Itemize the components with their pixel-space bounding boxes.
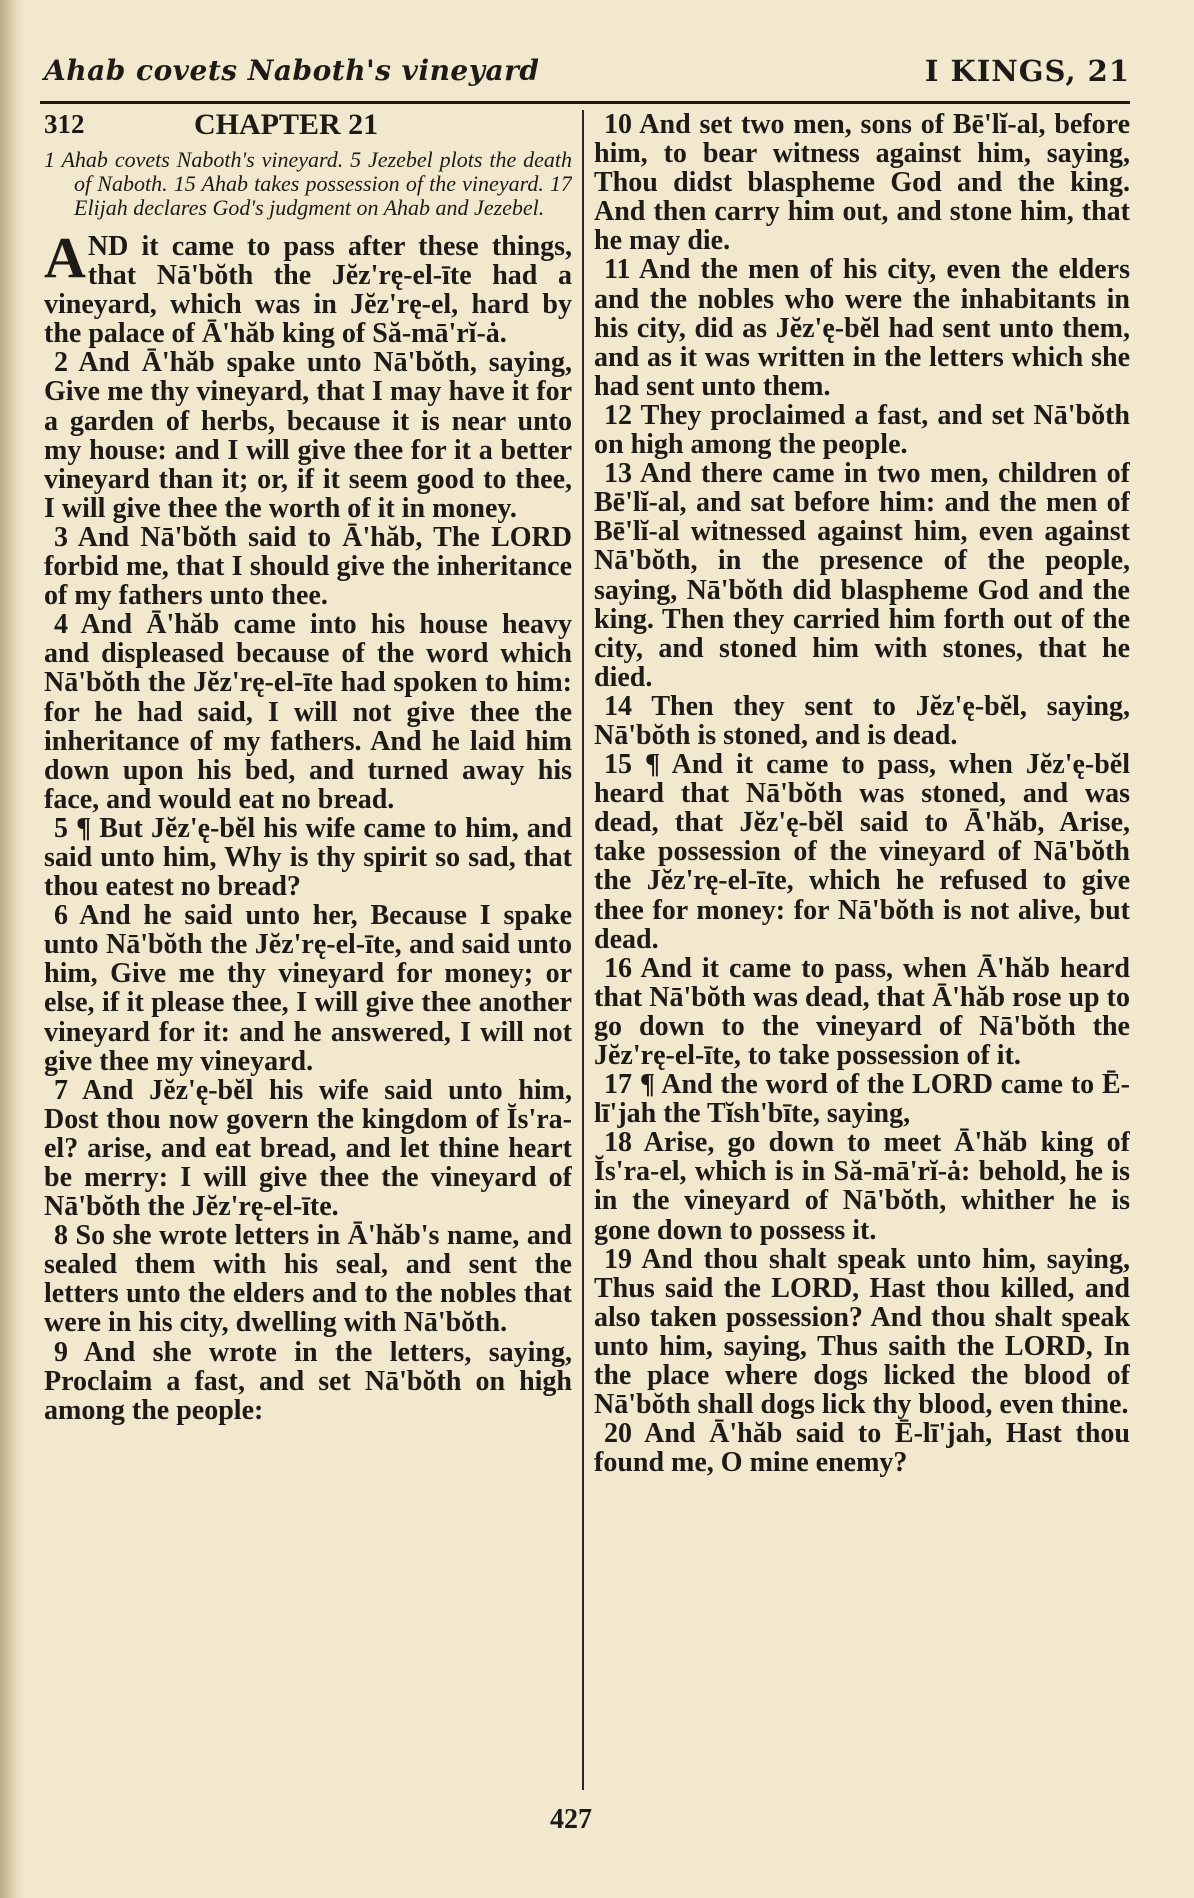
verse-8: 8 So she wrote letters in Ā'hăb's name, and sealed them with his seal, and sent the letters unto the elders and to the nobles that were in his city, dwelling with Nā'bŏth. [44, 1220, 572, 1339]
chapter-title: CHAPTER 21 [194, 110, 379, 141]
verse-17: 17 ¶ And the word of the LORD came to Ē-lī'jah the Tĭsh'bīte, saying, [594, 1069, 1130, 1130]
running-head [44, 54, 1130, 98]
verse-19: 19 And thou shalt speak unto him, saying, Thus said the LORD, Hast thou killed, and also taken possession? And thou shalt speak unto him, saying, Thus saith the LORD, In the place where dogs licked the blood of Nā'bŏth shall dogs lick thy blood, even thine. [594, 1243, 1130, 1421]
verse-20: 20 And Ā'hăb said to Ē-lī'jah, Hast thou found me, O mine enemy? [594, 1418, 1130, 1479]
verse-16: 16 And it came to pass, when Ā'hăb heard that Nā'bŏth was dead, that Ā'hăb rose up to go down to the vineyard of Nā'bŏth the Jĕz'rę-el-īte, to take possession of it. [594, 952, 1130, 1071]
header-rule [40, 101, 1130, 104]
chapter-heading [44, 110, 572, 144]
right-column [594, 110, 1130, 1790]
verse-9: 9 And she wrote in the letters, saying, Proclaim a fast, and set Nā'bŏth on high among the people: [44, 1336, 572, 1426]
running-head-left: Ahab covets Naboth's vineyard [44, 54, 540, 87]
verse-1 [44, 225, 572, 350]
verse-1-text: ND it came to pass after these things, that Nā'bŏth the Jĕz'rę-el-īte had a vineyard, which was in Jĕz'rę-el, hard by the palace of Ā'hăb king of Să-mā'rĭ-ȧ. [44, 231, 572, 350]
verse-15: 15 ¶ And it came to pass, when Jĕz'ę-bĕl heard that Nā'bŏth was stoned, and was dead, that Jĕz'ę-bĕl said to Ā'hăb, Arise, take possession of the vineyard of Nā'bŏth the Jĕz'rę-el-īte, which he refused to give thee for money: for Nā'bŏth is not alive, but dead. [594, 749, 1130, 955]
verse-4: 4 And Ā'hăb came into his house heavy and displeased because of the word which Nā'bŏth the Jĕz'rę-el-īte had spoken to him: for he had said, I will not give thee the inheritance of my fathers. And he laid him down upon his bed, and turned away his face, and would eat no bread. [44, 609, 572, 815]
left-column [44, 110, 572, 1790]
column-divider [582, 110, 584, 1790]
verse-18: 18 Arise, go down to meet Ā'hăb king of Ĭs'ra-el, which is in Să-mā'rĭ-ȧ: behold, he is in the vineyard of Nā'bŏth, whither he is gone down to possess it. [594, 1127, 1130, 1246]
verse-6: 6 And he said unto her, Because I spake unto Nā'bŏth the Jĕz'rę-el-īte, and said unto him, Give me thy vineyard for money; or else, if it please thee, I will give thee another vineyard for it: and he answered, I will not give thee my vineyard. [44, 900, 572, 1077]
verse-10: 10 And set two men, sons of Bē'lĭ-al, before him, to bear witness against him, saying, Thou didst blaspheme God and the king. And then carry him out, and stone him, that he may die. [594, 110, 1130, 257]
verse-14: 14 Then they sent to Jĕz'ę-bĕl, saying, Nā'bŏth is stoned, and is dead. [594, 690, 1130, 751]
chapter-summary: 1 Ahab covets Naboth's vineyard. 5 Jezebel plots the death of Naboth. 15 Ahab takes possession of the vineyard. 17 Elijah declares God's judgment on Ahab and Jezebel. [44, 147, 572, 220]
running-head-right: I KINGS, 21 [924, 54, 1130, 88]
verse-3: 3 And Nā'bŏth said to Ā'hăb, The LORD forbid me, that I should give the inheritance of my fathers unto thee. [44, 521, 572, 612]
page-number-left: 312 [44, 110, 85, 139]
page-gutter-shadow [0, 0, 24, 1898]
drop-cap: A [44, 225, 86, 290]
verse-11: 11 And the men of his city, even the elders and the nobles who were the inhabitants in his city, did as Jĕz'ę-bĕl had sent unto them, and as it was written in the letters which she had sent unto them. [594, 254, 1130, 402]
verse-2: 2 And Ā'hăb spake unto Nā'bŏth, saying, Give me thy vineyard, that I may have it for a garden of herbs, because it is near unto my house: and I will give thee for it a better vineyard than it; or, if it seem good to thee, I will give thee the worth of it in money. [44, 347, 572, 524]
verse-12: 12 They proclaimed a fast, and set Nā'bŏth on high among the people. [594, 399, 1130, 461]
page-folio: 427 [550, 1804, 592, 1835]
verse-13: 13 And there came in two men, children of Bē'lĭ-al, and sat before him: and the men of Bē'lĭ-al witnessed against him, even against Nā'bŏth, in the presence of the people, saying, Nā'bŏth did blaspheme God and the king. Then they carried him forth out of the city, and stoned him with stones, that he died. [594, 458, 1130, 693]
verse-5: 5 ¶ But Jĕz'ę-bĕl his wife came to him, and said unto him, Why is thy spirit so sad, that thou eatest no bread? [44, 812, 572, 903]
verse-7: 7 And Jĕz'ę-bĕl his wife said unto him, Dost thou now govern the kingdom of Ĭs'ra-el? arise, and eat bread, and let thine heart be merry: I will give thee the vineyard of Nā'bŏth the Jĕz'rę-el-īte. [44, 1074, 572, 1223]
